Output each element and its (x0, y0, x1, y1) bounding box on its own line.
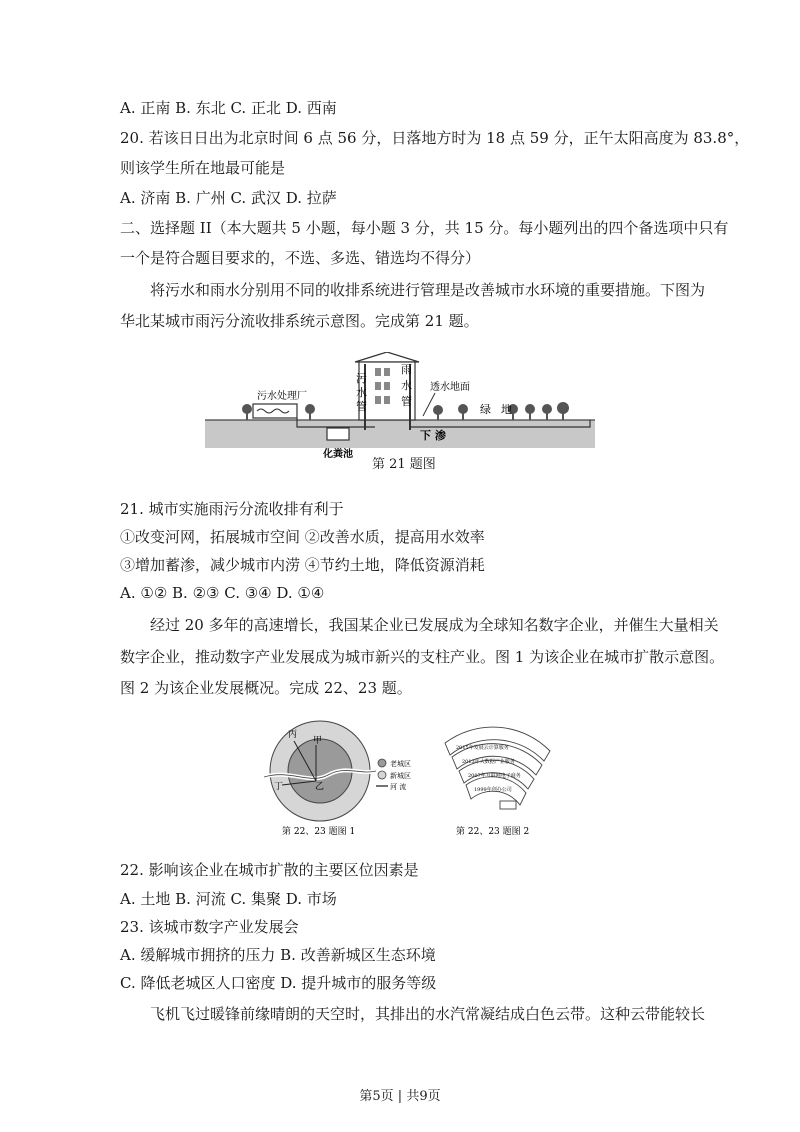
q20-stem: 20. 若该日日出为北京时间 6 点 56 分，日落地方时为 18 点 59 分，正午太阳高度为 83.8°， (120, 129, 750, 147)
legend-new: 新城区 (390, 772, 411, 780)
sewage-plant-tank (253, 404, 297, 418)
q22-23-figure (260, 713, 560, 838)
q23-stem: 23. 该城市数字产业发展会 (120, 918, 299, 936)
q21-stem: 21. 城市实施雨污分流收排有利于 (120, 500, 344, 518)
q22-intro-cont2: 图 2 为该企业发展概况。完成 22、23 题。 (120, 679, 412, 697)
arc-text-2: 2013年大数据产业服务 (462, 759, 515, 765)
section-2-heading: 二、选择题 II（本大题共 5 小题，每小题 3 分，共 15 分。每小题列出的四个备选项中只有 (120, 219, 729, 237)
arc-text-1: 2015年发展云计算服务 (456, 745, 509, 751)
sewage-pipe-label-1: 污 (356, 372, 367, 385)
septic-tank (327, 428, 349, 440)
place-ding: 丁 (274, 782, 284, 792)
q21-choice-34: ③增加蓄渗，减少城市内涝 ④节约土地，降低资源消耗 (120, 556, 485, 574)
q21-intro: 将污水和雨水分别用不同的收排系统进行管理是改善城市水环境的重要措施。下图为 (150, 281, 706, 299)
q21-figure (205, 352, 595, 470)
q20-options: A. 济南 B. 广州 C. 武汉 D. 拉萨 (120, 189, 337, 207)
rain-pipe-label-3: 管 (401, 395, 412, 408)
q22-intro: 经过 20 多年的高速增长，我国某企业已发展成为全球知名数字企业，并催生大量相关 (150, 616, 719, 634)
q21-options: A. ①② B. ②③ C. ③④ D. ①④ (120, 584, 325, 602)
green-label-1: 绿 (480, 403, 491, 416)
rain-pipe-label-2: 水 (401, 379, 412, 392)
q22-fig2-caption: 第 22、23 题图 2 (456, 827, 530, 837)
septic-label: 化粪池 (323, 449, 353, 460)
q22-fig1-caption: 第 22、23 题图 1 (282, 827, 356, 837)
sewage-plant-label: 污水处理厂 (257, 391, 307, 402)
q20-stem-cont: 则该学生所在地最可能是 (120, 159, 286, 177)
page-footer: 第5页 | 共9页 (359, 1089, 441, 1104)
arc-text-4: 1999年创办公司 (474, 787, 512, 793)
rain-pipe-label-1: 雨 (401, 363, 412, 376)
green-label-2: 地 (501, 403, 512, 416)
q23-options-ab: A. 缓解城市拥挤的压力 B. 改善新城区生态环境 (120, 946, 436, 964)
permeable-label: 透水地面 (430, 382, 470, 393)
place-bing: 丙 (288, 730, 298, 740)
legend-old: 老城区 (390, 760, 411, 768)
q19-options: A. 正南 B. 东北 C. 正北 D. 西南 (120, 99, 337, 117)
ground (205, 420, 595, 448)
sewage-pipe-label-3: 管 (356, 400, 367, 413)
development-arc (445, 727, 550, 809)
sewage-pipe-label-2: 水 (356, 386, 367, 399)
q22-stem: 22. 影响该企业在城市扩散的主要区位因素是 (120, 861, 419, 879)
infiltrate-label: 下 渗 (420, 429, 446, 442)
q22-intro-cont: 数字企业，推动数字产业发展成为城市新兴的支柱产业。图 1 为该企业在城市扩散示意图。 (120, 648, 725, 666)
legend-river: 河 流 (390, 783, 407, 791)
q23-options-cd: C. 降低老城区人口密度 D. 提升城市的服务等级 (120, 974, 437, 992)
next-question-intro: 飞机飞过暖锋前缘晴朗的天空时，其排出的水汽常凝结成白色云带。这种云带能较长 (150, 1005, 706, 1023)
q22-options: A. 土地 B. 河流 C. 集聚 D. 市场 (120, 890, 337, 908)
arc-text-3: 2007年互联网电子商务 (468, 773, 521, 779)
q21-figure-caption: 第 21 题图 (372, 457, 436, 472)
section-2-heading-cont: 一个是符合题目要求的，不选、多选、错选均不得分） (120, 249, 481, 267)
q21-choice-12: ①改变河网，拓展城市空间 ②改善水质，提高用水效率 (120, 528, 485, 546)
q21-intro-cont: 华北某城市雨污分流收排系统示意图。完成第 21 题。 (120, 312, 479, 330)
place-yi: 乙 (315, 782, 325, 792)
place-jia: 甲 (313, 736, 323, 746)
